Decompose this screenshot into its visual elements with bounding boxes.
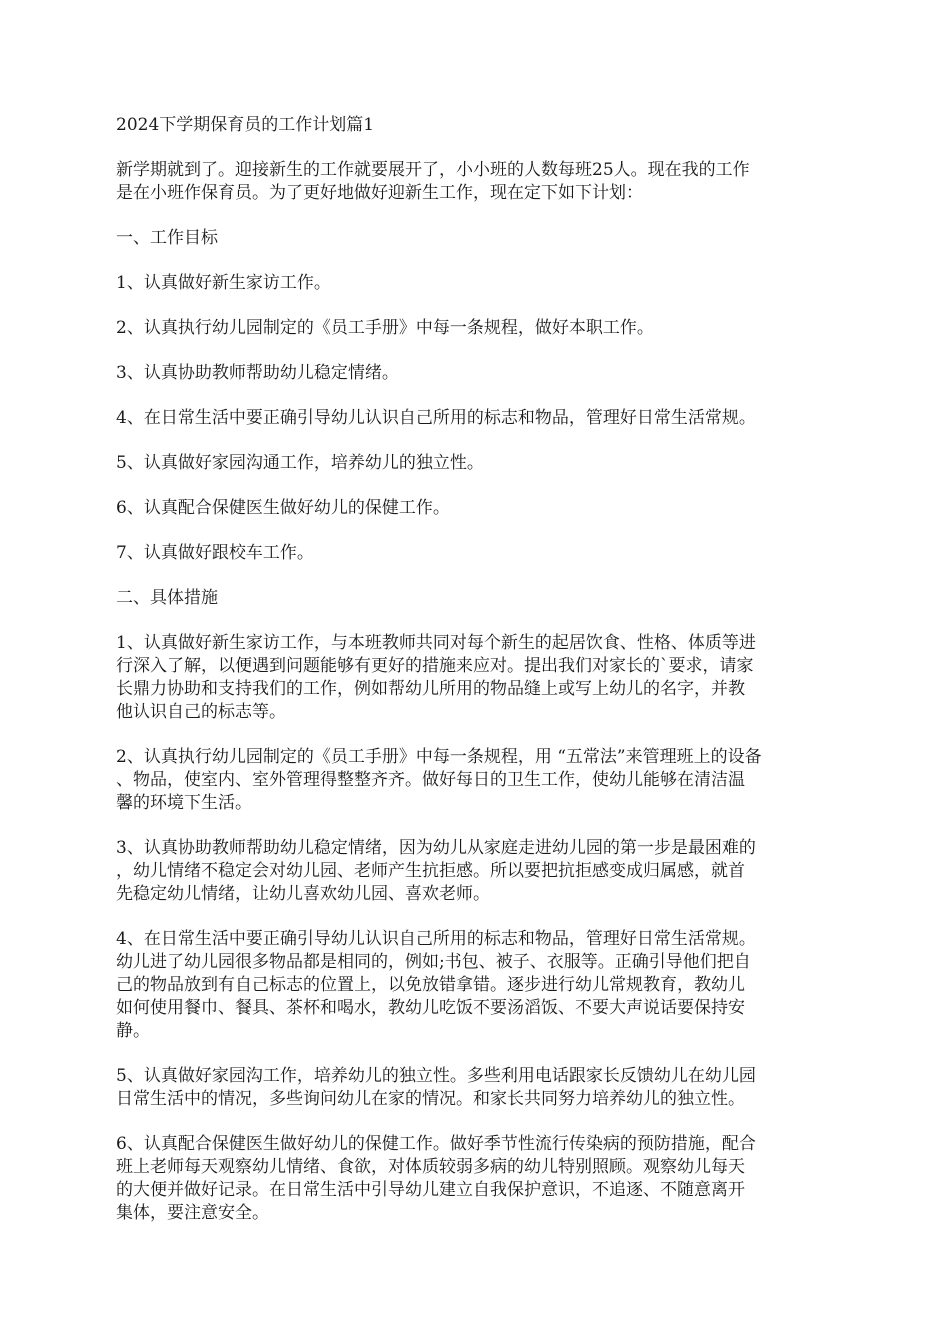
document-title: 2024下学期保育员的工作计划篇1 (116, 115, 375, 135)
measure-item-3: 3、认真协助教师帮助幼儿稳定情绪，因为幼儿从家庭走进幼儿园的第一步是最困难的 ，幼儿情绪不稳定会对幼儿园、老师产生抗拒感。所以要把抗拒感变成归属感，就首 先稳定幼儿情绪，让幼儿喜欢幼儿园、喜欢老师。 (116, 838, 756, 904)
measure-item-5: 5、认真做好家园沟工作，培养幼儿的独立性。多些利用电话跟家长反馈幼儿在幼儿园 日常生活中的情况，多些询问幼儿在家的情况。和家长共同努力培养幼儿的独立性。 (116, 1066, 756, 1109)
goal-item-6: 6、认真配合保健医生做好幼儿的保健工作。 (116, 498, 450, 518)
goal-item-3: 3、认真协助教师帮助幼儿稳定情绪。 (116, 363, 399, 383)
section-heading-goals: 一、工作目标 (116, 228, 218, 248)
goal-item-2: 2、认真执行幼儿园制定的《员工手册》中每一条规程，做好本职工作。 (116, 318, 654, 338)
goal-item-7: 7、认真做好跟校车工作。 (116, 543, 314, 563)
measure-item-6: 6、认真配合保健医生做好幼儿的保健工作。做好季节性流行传染病的预防措施，配合 班上老师每天观察幼儿情绪、食欲，对体质较弱多病的幼儿特别照顾。观察幼儿每天 的大便并做好记录。在日常生活中引导幼儿建立自我保护意识，不追逐、不随意离开 集体，要注意安全。 (116, 1134, 756, 1223)
section-heading-measures: 二、具体措施 (116, 588, 218, 608)
document-page (116, 114, 838, 1247)
goal-item-1: 1、认真做好新生家访工作。 (116, 273, 331, 293)
intro-paragraph: 新学期就到了。迎接新生的工作就要展开了，小小班的人数每班25人。现在我的工作 是在小班作保育员。为了更好地做好迎新生工作，现在定下如下计划： (116, 160, 750, 203)
goal-item-5: 5、认真做好家园沟通工作，培养幼儿的独立性。 (116, 453, 484, 473)
measure-item-1: 1、认真做好新生家访工作，与本班教师共同对每个新生的起居饮食、性格、体质等进 行深入了解，以便遇到问题能够有更好的措施来应对。提出我们对家长的`要求，请家 长鼎力协助和支持我们的工作，例如帮幼儿所用的物品缝上或写上幼儿的名字，并教 他认识自己的标志等。 (116, 633, 756, 722)
goal-item-4: 4、在日常生活中要正确引导幼儿认识自己所用的标志和物品，管理好日常生活常规。 (116, 408, 756, 428)
measure-item-4: 4、在日常生活中要正确引导幼儿认识自己所用的标志和物品，管理好日常生活常规。 幼儿进了幼儿园很多物品都是相同的，例如;书包、被子、衣服等。正确引导他们把自 己的物品放到有自己标志的位置上，以免放错拿错。逐步进行幼儿常规教育，教幼儿 如何使用餐巾、餐具、茶杯和喝水，教幼儿吃饭不要汤滔饭、不要大声说话要保持安 静。 (116, 929, 756, 1041)
measure-item-2: 2、认真执行幼儿园制定的《员工手册》中每一条规程，用 “五常法”来管理班上的设备 、物品，使室内、室外管理得整整齐齐。做好每日的卫生工作，使幼儿能够在清洁温 馨的环境下生活。 (116, 747, 762, 813)
